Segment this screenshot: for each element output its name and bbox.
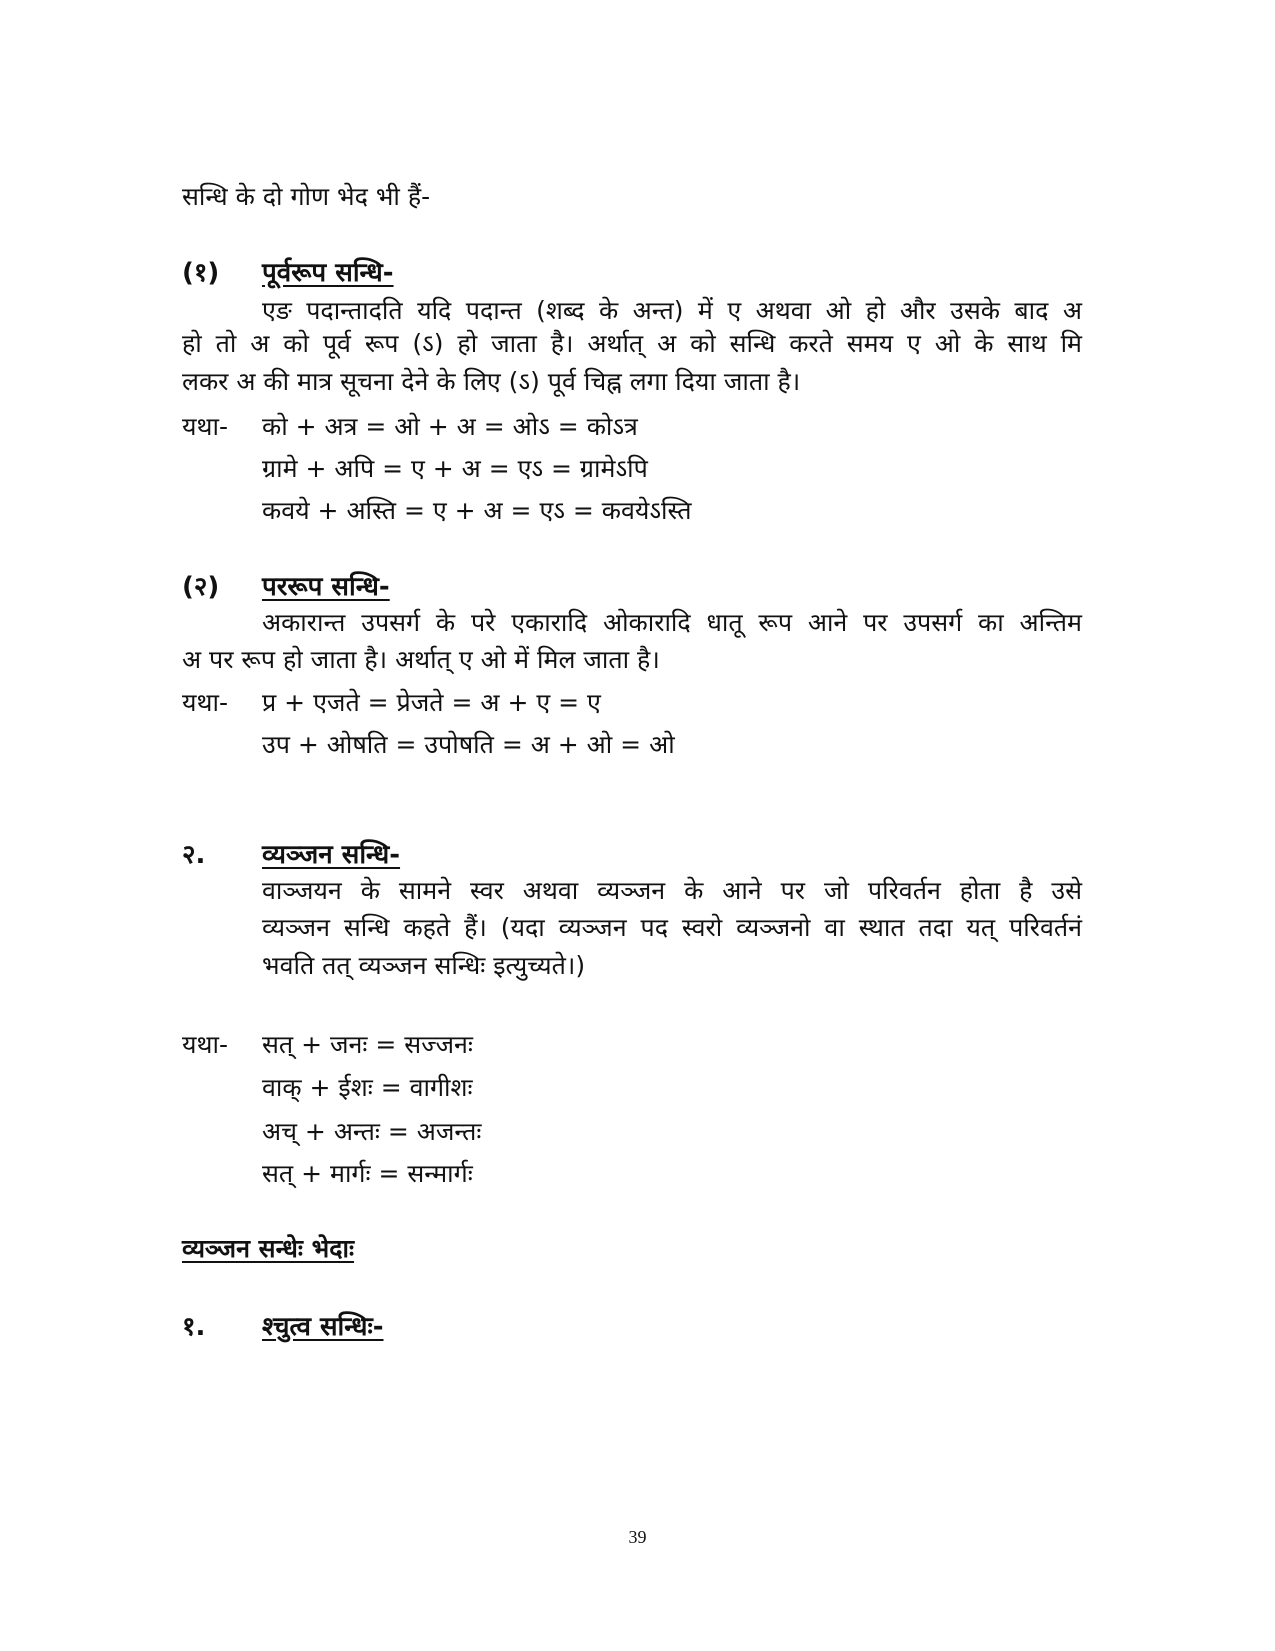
pararupa-line-1: अकारान्त उपसर्ग के परे एकारादि ओकारादि धातू रूप आने पर उपसर्ग का अन्तिम <box>262 608 1082 637</box>
vyanjan-example-4: सत् + मार्गः = सन्मार्गः <box>262 1159 473 1188</box>
purvarupa-example-1: को + अत्र = ओ + अ = ओऽ = कोऽत्र <box>262 412 638 441</box>
vyanjan-example-3: अच् + अन्तः = अजन्तः <box>262 1117 482 1146</box>
purvarupa-example-2: ग्रामे + अपि = ए + अ = एऽ = ग्रामेऽपि <box>262 454 648 483</box>
example-label: यथा- <box>182 688 228 717</box>
vyanjan-line-3: भवति तत् व्यञ्जन सन्धिः इत्युच्यते।) <box>262 951 586 980</box>
vyanjan-line-1: वाञ्जयन के सामने स्वर अथवा व्यञ्जन के आने पर जो परिवर्तन होता है उसे <box>262 876 1082 905</box>
example-label: यथा- <box>182 412 228 441</box>
section-title-pararupa: पररूप सन्धि- <box>262 572 390 602</box>
purvarupa-line-2: हो तो अ को पूर्व रूप (ऽ) हो जाता है। अर्थात् अ को सन्धि करते समय ए ओ के साथ मि <box>182 329 1082 358</box>
pararupa-line-2: अ पर रूप हो जाता है। अर्थात् ए ओ में मिल जाता है। <box>182 645 660 674</box>
purvarupa-line-1: एङ पदान्तादति यदि पदान्त (शब्द के अन्त) में ए अथवा ओ हो और उसके बाद अ <box>262 296 1082 325</box>
example-label: यथा- <box>182 1030 228 1059</box>
subheading-vyanjan-bhedah: व्यञ्जन सन्धेः भेदाः <box>182 1234 355 1263</box>
vyanjan-line-2: व्यञ्जन सन्धि कहते हैं। (यदा व्यञ्जन पद स्वरो व्यञ्जनो वा स्थात तदा यत् परिवर्तनं <box>262 913 1082 942</box>
section-title-shchutva: श्चुत्व सन्धिः- <box>262 1312 384 1342</box>
pararupa-example-1: प्र + एजते = प्रेजते = अ + ए = ए <box>262 688 601 717</box>
pararupa-example-2: उप + ओषति = उपोषति = अ + ओ = ओ <box>262 730 675 759</box>
page-number: 39 <box>628 1527 647 1547</box>
vyanjan-example-1: सत् + जनः = सज्जनः <box>262 1030 473 1059</box>
section-number-shchutva: १. <box>182 1312 206 1342</box>
vyanjan-example-2: वाक् + ईशः = वागीशः <box>262 1073 473 1102</box>
section-number-vyanjan: २. <box>182 840 206 870</box>
purvarupa-line-3: लकर अ की मात्र सूचना देने के लिए (ऽ) पूर्व चिह्न लगा दिया जाता है। <box>182 367 801 396</box>
section-number-pararupa: (२) <box>182 572 220 602</box>
section-number-purvarupa: (१) <box>182 258 220 288</box>
intro-text: सन्धि के दो गोण भेद भी हैं- <box>182 182 431 211</box>
purvarupa-example-3: कवये + अस्ति = ए + अ = एऽ = कवयेऽस्ति <box>262 496 692 525</box>
section-title-purvarupa: पूर्वरूप सन्धि- <box>262 258 394 288</box>
section-title-vyanjan: व्यञ्जन सन्धि- <box>262 840 401 870</box>
